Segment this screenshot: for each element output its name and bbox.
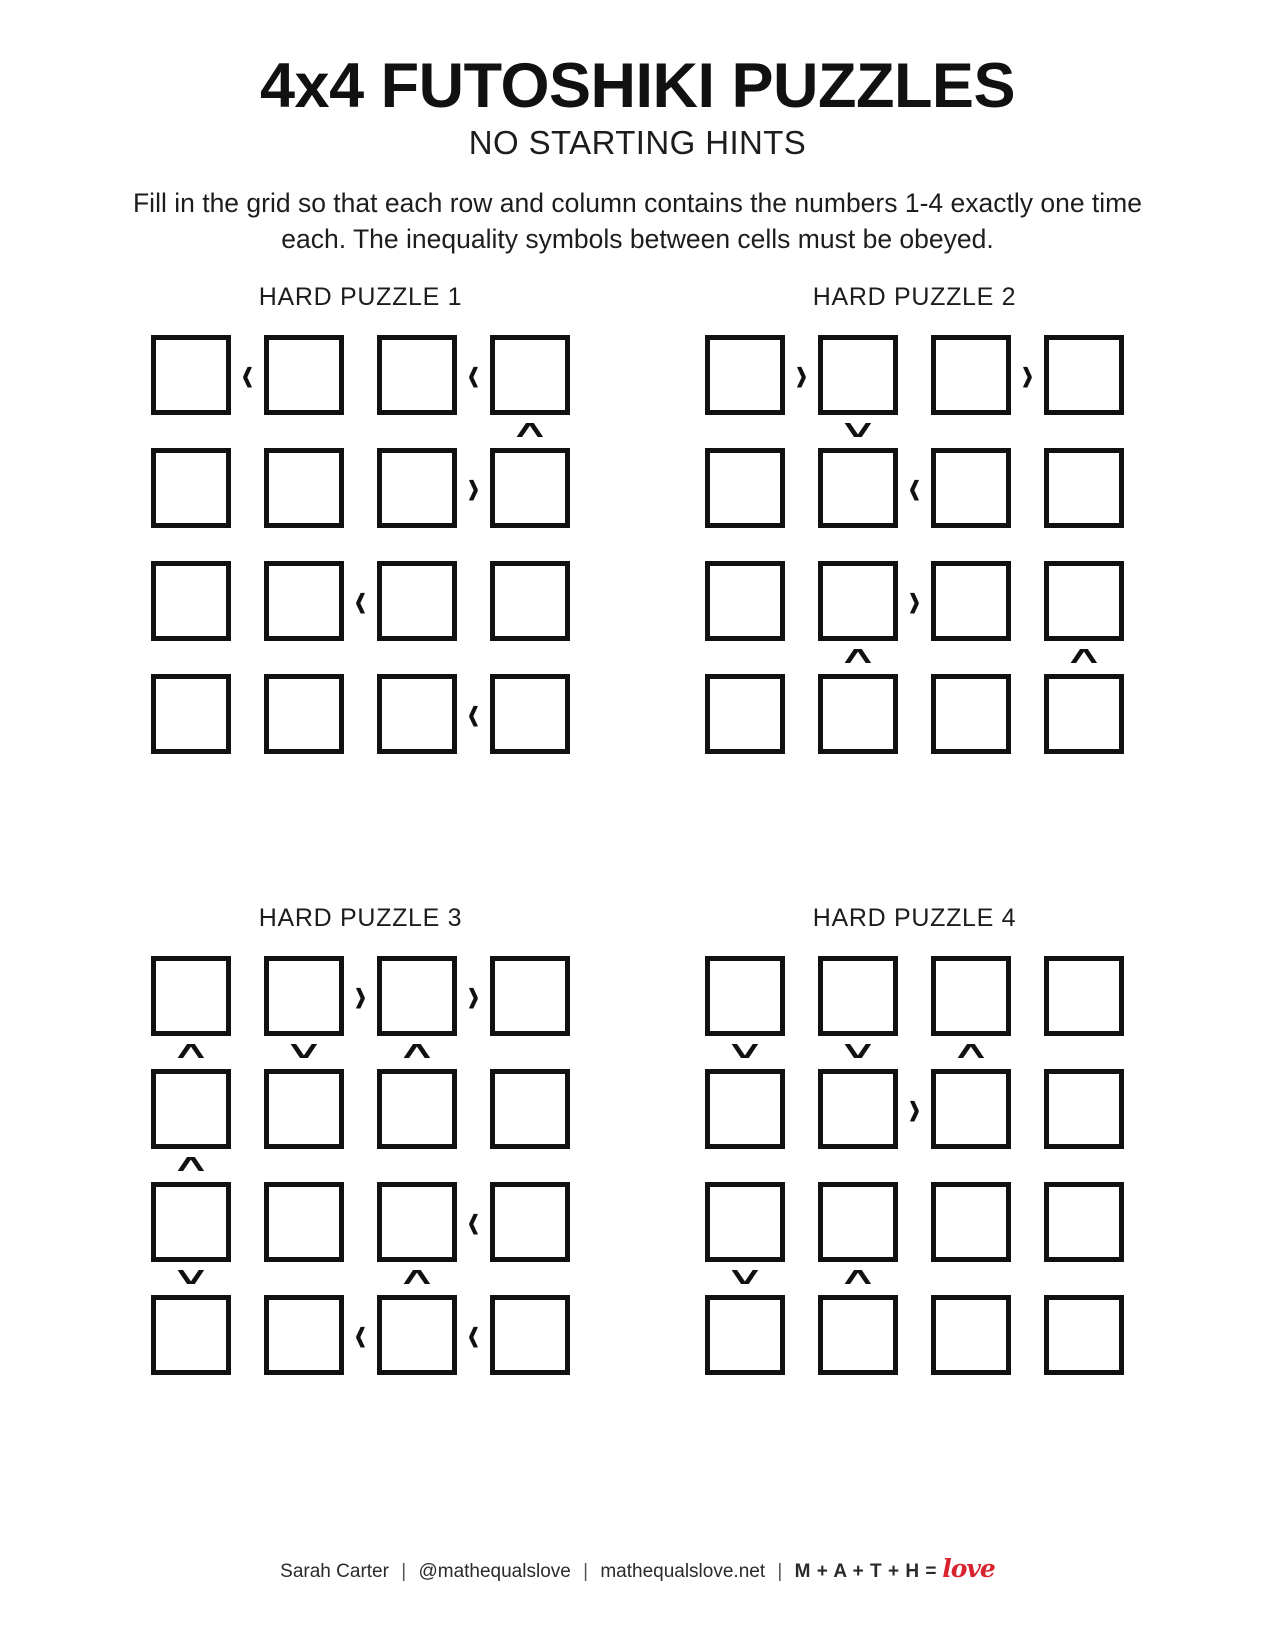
puzzle-cell[interactable] bbox=[931, 1069, 1011, 1149]
puzzle-cell[interactable] bbox=[705, 335, 785, 415]
inequality-less-than-horizontal: ‹ bbox=[241, 345, 254, 404]
puzzle-row-top bbox=[0, 283, 1275, 754]
puzzle-cell[interactable] bbox=[931, 561, 1011, 641]
puzzle-cell[interactable] bbox=[490, 674, 570, 754]
inequality-up-vertical: ˄ bbox=[402, 1036, 432, 1068]
puzzles-container bbox=[0, 283, 1275, 1375]
inequality-greater-than-horizontal: › bbox=[1021, 345, 1034, 404]
puzzle-cell[interactable] bbox=[818, 335, 898, 415]
worksheet-header bbox=[0, 0, 1275, 257]
footer-love-wordmark: love bbox=[942, 1554, 995, 1583]
puzzle-cell[interactable] bbox=[151, 674, 231, 754]
footer-separator-2: | bbox=[583, 1561, 589, 1582]
footer bbox=[0, 1554, 1275, 1583]
puzzle-cell[interactable] bbox=[818, 956, 898, 1036]
puzzle-cell[interactable] bbox=[931, 1182, 1011, 1262]
puzzle-cell[interactable] bbox=[490, 1182, 570, 1262]
puzzle-cell[interactable] bbox=[1044, 1182, 1124, 1262]
inequality-less-than-horizontal: ‹ bbox=[467, 345, 480, 404]
puzzle-2-grid bbox=[705, 335, 1124, 754]
puzzle-1 bbox=[126, 283, 596, 754]
puzzle-cell[interactable] bbox=[151, 448, 231, 528]
puzzle-cell[interactable] bbox=[931, 335, 1011, 415]
puzzle-cell[interactable] bbox=[264, 956, 344, 1036]
puzzle-cell[interactable] bbox=[151, 1069, 231, 1149]
instructions-text: Fill in the grid so that each row and column contains the numbers 1-4 exactly one time each. The inequality symbols between cells must be obeyed. bbox=[133, 188, 1142, 254]
inequality-up-vertical: ˄ bbox=[515, 415, 545, 447]
puzzle-cell[interactable] bbox=[377, 448, 457, 528]
puzzle-cell[interactable] bbox=[490, 335, 570, 415]
puzzle-cell[interactable] bbox=[1044, 674, 1124, 754]
inequality-less-than-horizontal: ‹ bbox=[467, 684, 480, 743]
puzzle-cell[interactable] bbox=[151, 1182, 231, 1262]
inequality-greater-than-horizontal: › bbox=[354, 966, 367, 1025]
puzzle-3 bbox=[126, 904, 596, 1375]
puzzle-cell[interactable] bbox=[264, 1182, 344, 1262]
puzzle-cell[interactable] bbox=[705, 1069, 785, 1149]
puzzle-cell[interactable] bbox=[931, 1295, 1011, 1375]
puzzle-cell[interactable] bbox=[931, 956, 1011, 1036]
inequality-less-than-horizontal: ‹ bbox=[467, 1305, 480, 1364]
puzzle-3-title: HARD PUZZLE 3 bbox=[258, 904, 463, 933]
puzzle-cell[interactable] bbox=[377, 1295, 457, 1375]
puzzle-4-grid bbox=[705, 956, 1124, 1375]
puzzle-cell[interactable] bbox=[490, 1295, 570, 1375]
puzzle-cell[interactable] bbox=[264, 674, 344, 754]
puzzle-cell[interactable] bbox=[490, 956, 570, 1036]
puzzle-cell[interactable] bbox=[264, 1295, 344, 1375]
puzzle-cell[interactable] bbox=[818, 448, 898, 528]
inequality-greater-than-horizontal: › bbox=[467, 966, 480, 1025]
inequality-greater-than-horizontal: › bbox=[908, 1079, 921, 1138]
puzzle-cell[interactable] bbox=[1044, 335, 1124, 415]
puzzle-cell[interactable] bbox=[377, 1182, 457, 1262]
inequality-less-than-horizontal: ‹ bbox=[354, 1305, 367, 1364]
inequality-greater-than-horizontal: › bbox=[795, 345, 808, 404]
puzzle-cell[interactable] bbox=[490, 1069, 570, 1149]
puzzle-cell[interactable] bbox=[264, 335, 344, 415]
puzzle-3-grid bbox=[151, 956, 570, 1375]
puzzle-cell[interactable] bbox=[264, 1069, 344, 1149]
inequality-less-than-horizontal: ‹ bbox=[908, 458, 921, 517]
inequality-less-than-horizontal: ‹ bbox=[354, 571, 367, 630]
puzzle-4 bbox=[680, 904, 1150, 1375]
puzzle-cell[interactable] bbox=[705, 674, 785, 754]
inequality-down-vertical: ˅ bbox=[176, 1262, 206, 1294]
puzzle-cell[interactable] bbox=[377, 674, 457, 754]
puzzle-cell[interactable] bbox=[1044, 1295, 1124, 1375]
inequality-down-vertical: ˅ bbox=[843, 415, 873, 447]
puzzle-cell[interactable] bbox=[151, 956, 231, 1036]
puzzle-cell[interactable] bbox=[931, 448, 1011, 528]
inequality-greater-than-horizontal: › bbox=[908, 571, 921, 630]
puzzle-cell[interactable] bbox=[931, 674, 1011, 754]
puzzle-cell[interactable] bbox=[818, 561, 898, 641]
page-subtitle: NO STARTING HINTS bbox=[468, 124, 807, 162]
footer-website[interactable]: mathequalslove.net bbox=[600, 1561, 766, 1582]
puzzle-cell[interactable] bbox=[1044, 956, 1124, 1036]
puzzle-cell[interactable] bbox=[818, 1069, 898, 1149]
inequality-up-vertical: ˄ bbox=[176, 1149, 206, 1181]
footer-brand-equation: M + A + T + H = bbox=[794, 1561, 937, 1582]
footer-handle: @mathequalslove bbox=[418, 1561, 571, 1582]
inequality-down-vertical: ˅ bbox=[730, 1036, 760, 1068]
puzzle-1-title: HARD PUZZLE 1 bbox=[258, 283, 463, 312]
puzzle-1-grid bbox=[151, 335, 570, 754]
puzzle-row-bottom bbox=[0, 904, 1275, 1375]
inequality-up-vertical: ˄ bbox=[956, 1036, 986, 1068]
puzzle-cell[interactable] bbox=[705, 448, 785, 528]
puzzle-4-title: HARD PUZZLE 4 bbox=[812, 904, 1017, 933]
inequality-up-vertical: ˄ bbox=[176, 1036, 206, 1068]
inequality-up-vertical: ˄ bbox=[843, 1262, 873, 1294]
puzzle-cell[interactable] bbox=[264, 448, 344, 528]
inequality-down-vertical: ˅ bbox=[843, 1036, 873, 1068]
puzzle-cell[interactable] bbox=[151, 561, 231, 641]
footer-separator-1: | bbox=[401, 1561, 407, 1582]
puzzle-cell[interactable] bbox=[1044, 561, 1124, 641]
puzzle-cell[interactable] bbox=[377, 956, 457, 1036]
puzzle-cell[interactable] bbox=[705, 1295, 785, 1375]
page-title: 4x4 FUTOSHIKI PUZZLES bbox=[260, 51, 1015, 121]
puzzle-cell[interactable] bbox=[705, 956, 785, 1036]
footer-separator-3: | bbox=[777, 1561, 783, 1582]
puzzle-cell[interactable] bbox=[490, 561, 570, 641]
puzzle-cell[interactable] bbox=[1044, 448, 1124, 528]
puzzle-cell[interactable] bbox=[705, 1182, 785, 1262]
inequality-less-than-horizontal: ‹ bbox=[467, 1192, 480, 1251]
footer-author: Sarah Carter bbox=[280, 1561, 389, 1582]
inequality-greater-than-horizontal: › bbox=[467, 458, 480, 517]
puzzle-cell[interactable] bbox=[377, 561, 457, 641]
puzzle-cell[interactable] bbox=[151, 1295, 231, 1375]
inequality-up-vertical: ˄ bbox=[1069, 641, 1099, 673]
puzzle-cell[interactable] bbox=[151, 335, 231, 415]
puzzle-cell[interactable] bbox=[818, 1295, 898, 1375]
inequality-down-vertical: ˅ bbox=[730, 1262, 760, 1294]
puzzle-cell[interactable] bbox=[377, 335, 457, 415]
inequality-up-vertical: ˄ bbox=[402, 1262, 432, 1294]
puzzle-2-title: HARD PUZZLE 2 bbox=[812, 283, 1017, 312]
puzzle-cell[interactable] bbox=[818, 1182, 898, 1262]
puzzle-2 bbox=[680, 283, 1150, 754]
puzzle-cell[interactable] bbox=[377, 1069, 457, 1149]
puzzle-cell[interactable] bbox=[1044, 1069, 1124, 1149]
puzzle-cell[interactable] bbox=[264, 561, 344, 641]
inequality-down-vertical: ˅ bbox=[289, 1036, 319, 1068]
puzzle-cell[interactable] bbox=[818, 674, 898, 754]
puzzle-cell[interactable] bbox=[705, 561, 785, 641]
puzzle-cell[interactable] bbox=[490, 448, 570, 528]
inequality-up-vertical: ˄ bbox=[843, 641, 873, 673]
